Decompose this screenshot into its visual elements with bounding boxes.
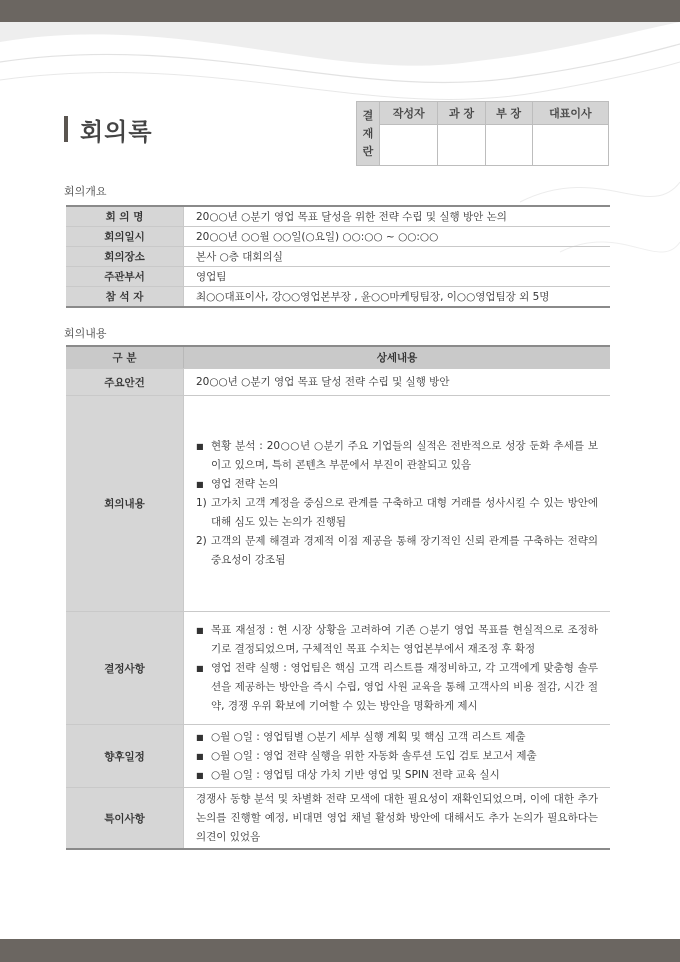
approval-role-section-chief: 과 장 <box>438 102 485 125</box>
meeting-value <box>184 396 611 612</box>
overview-label-location: 회의장소 <box>66 247 184 267</box>
content-table <box>66 345 610 850</box>
list-item: ■ ○월 ○일 : 영업 전략 실행을 위한 자동화 솔루션 도입 검토 보고서 제출 <box>196 747 598 766</box>
bullet-mark: ■ <box>196 732 204 742</box>
bullet-mark: ■ <box>196 442 204 451</box>
content-row-schedule <box>66 725 610 788</box>
decision-label: 결정사항 <box>66 612 184 725</box>
agenda-value: 20○○년 ○분기 영업 목표 달성 전략 수립 및 실행 방안 <box>184 369 611 396</box>
bullet-mark: ■ <box>196 663 204 673</box>
schedule-label: 향후일정 <box>66 725 184 788</box>
approval-label: 결 재 란 <box>357 102 380 166</box>
overview-row <box>66 206 610 227</box>
overview-value-host-department: 영업팀 <box>184 267 611 287</box>
content-row-decision <box>66 612 610 725</box>
approval-sign-ceo[interactable] <box>532 125 608 166</box>
overview-row <box>66 227 610 247</box>
title-block <box>64 114 153 144</box>
approval-role-department-head: 부 장 <box>485 102 532 125</box>
list-item: 2) 고객의 문제 해결과 경제적 이점 제공을 통해 장기적인 신뢰 관계를 구축하는 전략의 중요성이 강조됨 <box>196 535 598 566</box>
list-item: ■ 목표 재설정 : 현 시장 상황을 고려하여 기존 ○분기 영업 목표를 현실적으로 조정하기로 결정되었으며, 구체적인 목표 수치는 영업본부에서 재조정 후 확정 <box>196 621 598 659</box>
list-item: ■ 영업 전략 논의 <box>196 475 598 494</box>
agenda-label: 주요안건 <box>66 369 184 396</box>
bullet-mark: ■ <box>196 480 204 489</box>
list-item: ■ ○월 ○일 : 영업팀별 ○분기 세부 실행 계획 및 핵심 고객 리스트 제출 <box>196 728 598 747</box>
overview-value-attendees: 최○○대표이사, 강○○영업본부장 , 윤○○마케팅팀장, 이○○영업팀장 외 5명 <box>184 287 611 308</box>
approval-sign-department-head[interactable] <box>485 125 532 166</box>
overview-value-meeting-name: 20○○년 ○분기 영업 목표 달성을 위한 전략 수립 및 실행 방안 논의 <box>184 206 611 227</box>
overview-heading: 회의개요 <box>64 185 107 198</box>
overview-row <box>66 267 610 287</box>
approval-role-writer: 작성자 <box>380 102 438 125</box>
overview-label-datetime: 회의일시 <box>66 227 184 247</box>
content-header-row <box>66 346 610 369</box>
meeting-label: 회의내용 <box>66 396 184 612</box>
special-label: 특이사항 <box>66 788 184 850</box>
content-col-category: 구 분 <box>66 346 184 369</box>
approval-sign-section-chief[interactable] <box>438 125 485 166</box>
overview-value-location: 본사 ○층 대회의실 <box>184 247 611 267</box>
decision-value <box>184 612 611 725</box>
top-band <box>0 0 680 22</box>
overview-table <box>66 205 610 308</box>
list-item: ■ 현황 분석 : 20○○년 ○분기 주요 기업들의 실적은 전반적으로 성장 둔화 추세를 보이고 있으며, 특히 콘텐츠 부문에서 부진이 관찰되고 있음 <box>196 437 598 475</box>
page-title: 회의록 <box>80 117 153 146</box>
content-col-details: 상세내용 <box>184 346 611 369</box>
bullet-mark: ■ <box>196 770 204 780</box>
overview-row <box>66 247 610 267</box>
overview-label-meeting-name: 회 의 명 <box>66 206 184 227</box>
overview-row <box>66 287 610 308</box>
content-heading: 회의내용 <box>64 327 107 340</box>
bottom-band <box>0 939 680 962</box>
content-row-meeting <box>66 396 610 612</box>
list-item: ■ 영업 전략 실행 : 영업팀은 핵심 고객 리스트를 재정비하고, 각 고객에게 맞춤형 솔루션을 제공하는 방안을 즉시 수립, 영업 사원 교육을 통해 고객사의 비용 절감, 시간 절약, 경쟁 우위 확보에 기여할 수 있는 방안을 명확하게 제시 <box>196 659 598 716</box>
bullet-mark: ■ <box>196 751 204 761</box>
content-row-special <box>66 788 610 850</box>
overview-value-datetime: 20○○년 ○○월 ○○일(○요일) ○○:○○ ~ ○○:○○ <box>184 227 611 247</box>
approval-sign-writer[interactable] <box>380 125 438 166</box>
list-item: 1) 고가치 고객 계정을 중심으로 관계를 구축하고 대형 거래를 성사시킬 수 있는 방안에 대해 심도 있는 논의가 진행됨 <box>196 497 598 528</box>
list-item: ■ ○월 ○일 : 영업팀 대상 가치 기반 영업 및 SPIN 전략 교육 실시 <box>196 766 598 785</box>
content-row-agenda <box>66 369 610 396</box>
title-accent-bar <box>64 116 68 142</box>
schedule-value <box>184 725 611 788</box>
approval-role-ceo: 대표이사 <box>532 102 608 125</box>
special-value: 경쟁사 동향 분석 및 차별화 전략 모색에 대한 필요성이 재확인되었으며, 이에 대한 추가 논의를 진행할 예정, 비대면 영업 채널 활성화 방안에 대해서도 추가 논의가 필요하다는 의견이 있었음 <box>184 788 611 850</box>
approval-table <box>356 101 609 166</box>
bullet-mark: ■ <box>196 625 204 635</box>
overview-label-attendees: 참 석 자 <box>66 287 184 308</box>
overview-label-host-department: 주관부서 <box>66 267 184 287</box>
